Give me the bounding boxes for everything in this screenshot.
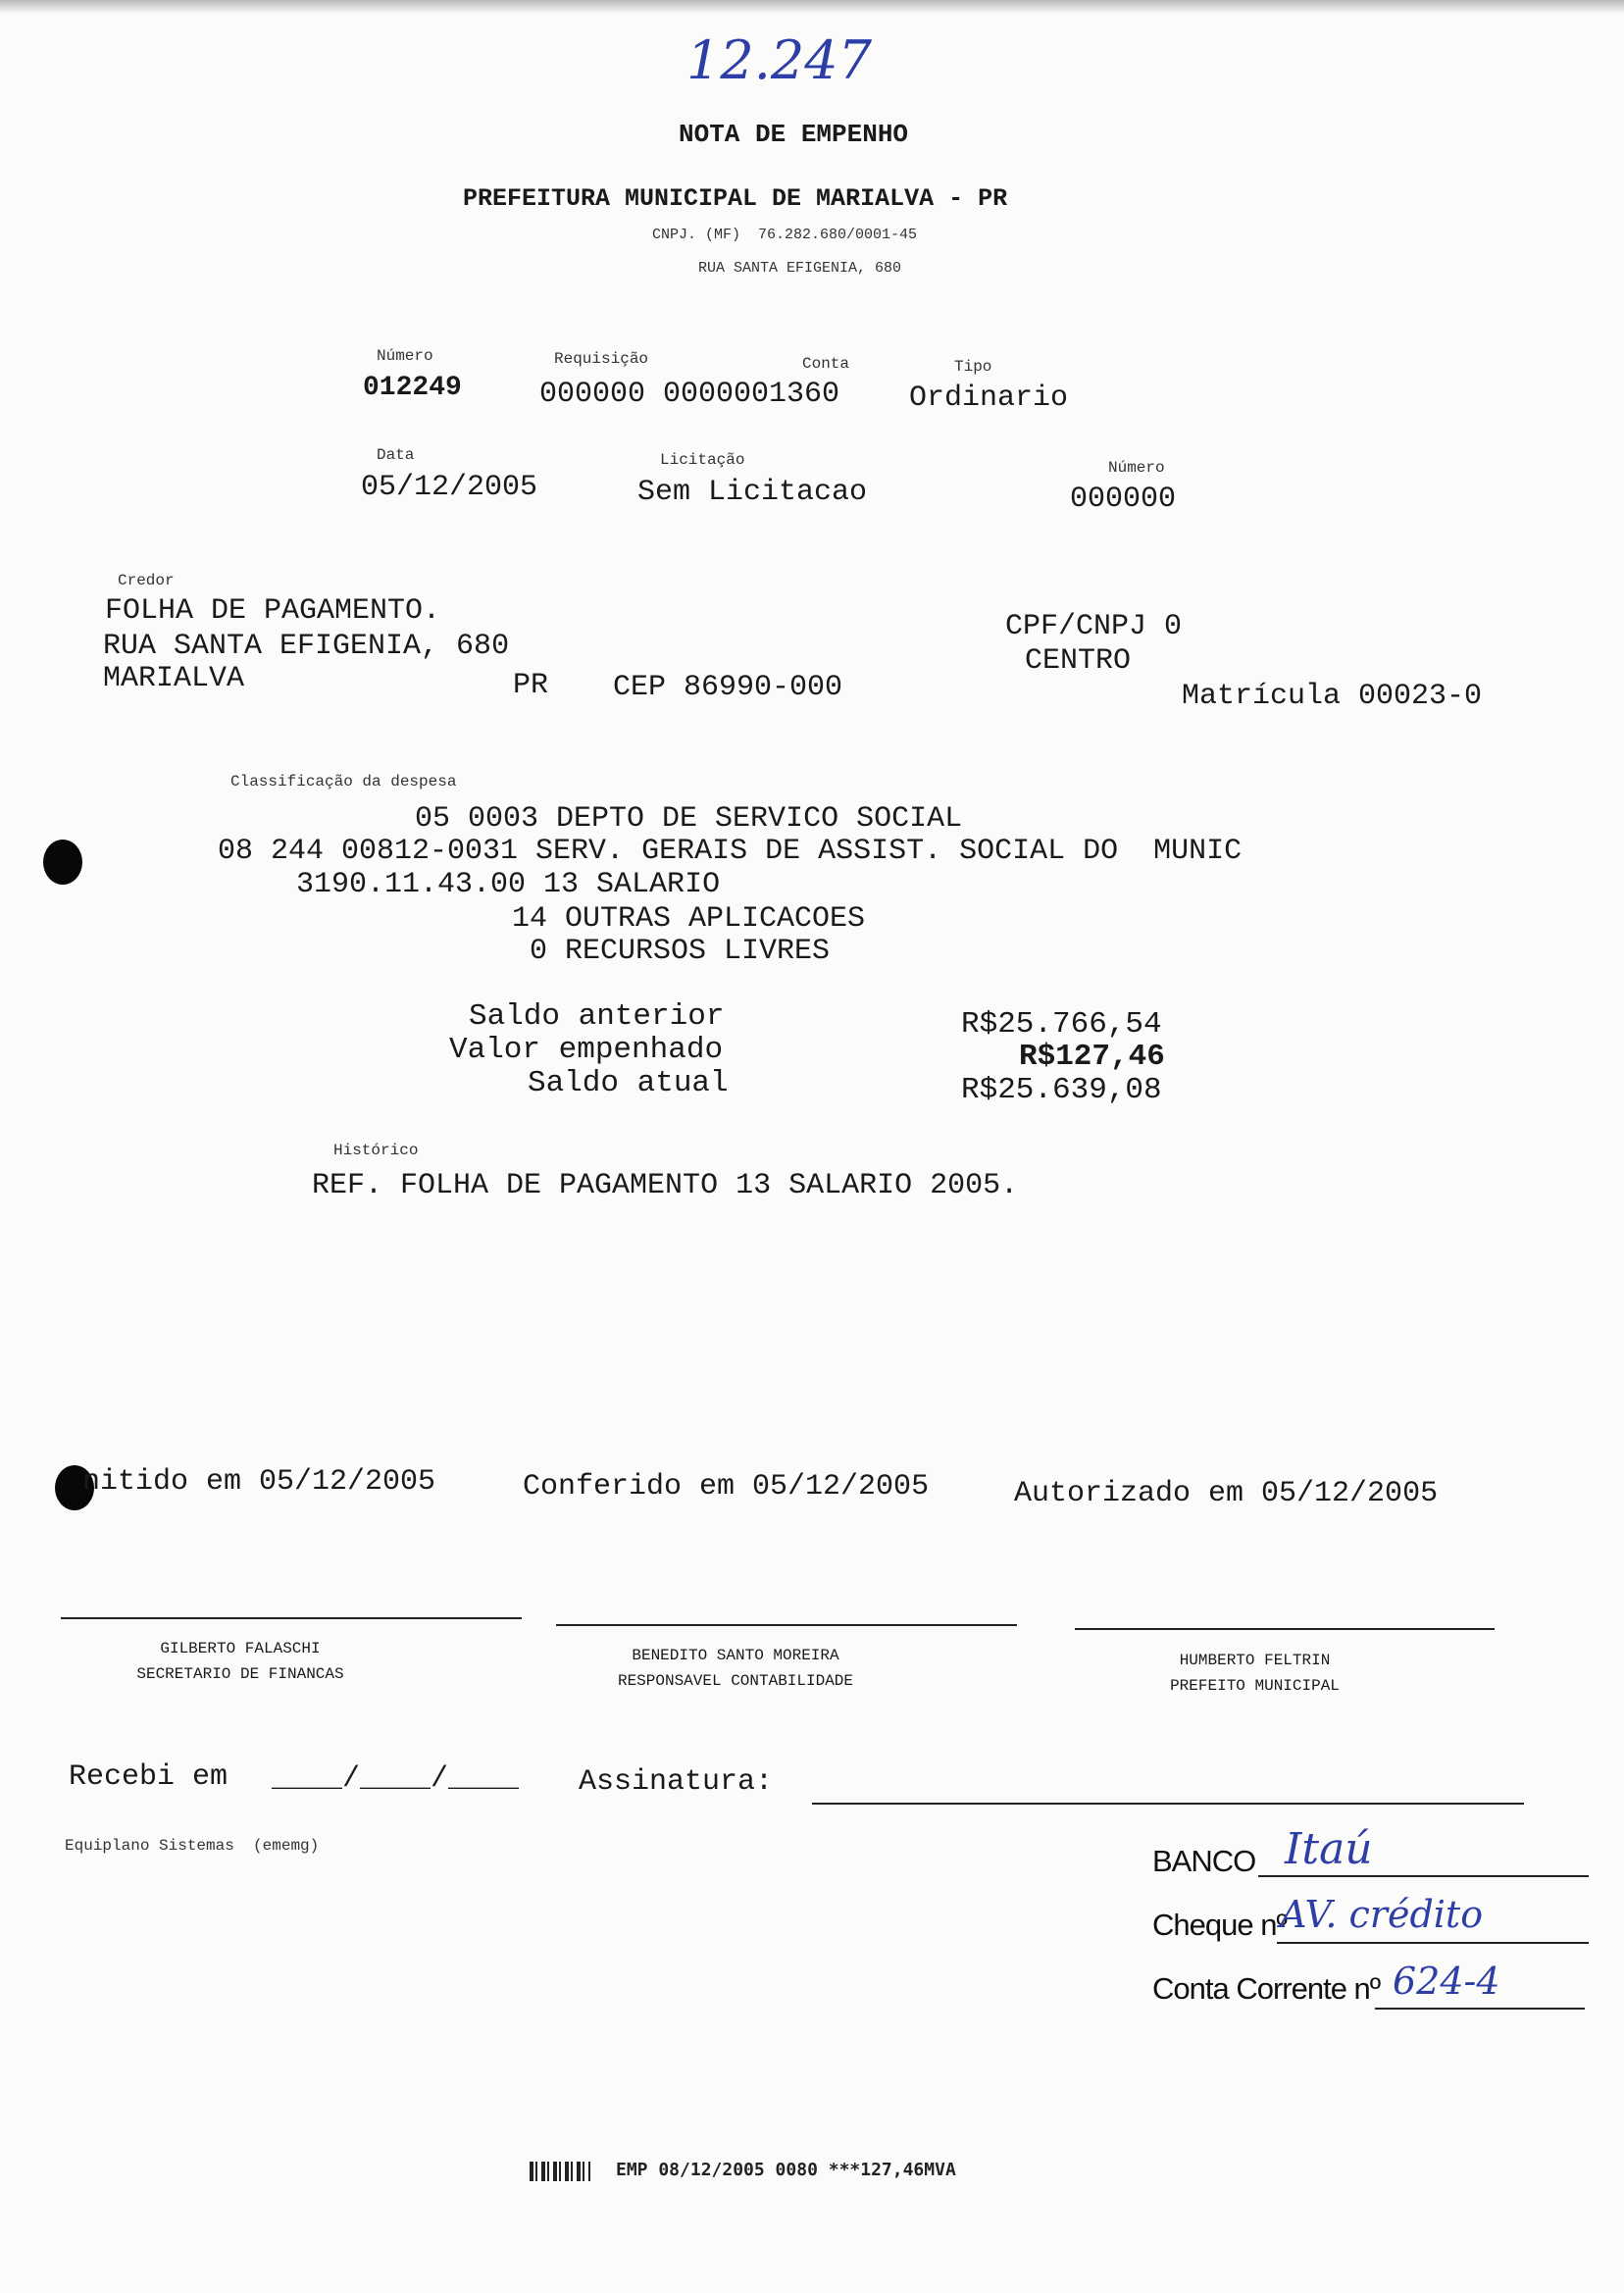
numero2-label: Número <box>1108 459 1165 477</box>
numero-value: 012249 <box>363 373 462 403</box>
banco-line <box>1258 1875 1589 1877</box>
credor-matricula: Matrícula 00023-0 <box>1182 680 1483 713</box>
org-address: RUA SANTA EFIGENIA, 680 <box>698 260 902 277</box>
credor-bairro: CENTRO <box>1025 644 1132 678</box>
credor-label: Credor <box>118 572 175 589</box>
banco-label: BANCO <box>1152 1844 1256 1878</box>
licitacao-value: Sem Licitacao <box>637 476 868 509</box>
credor-cpf: CPF/CNPJ 0 <box>1005 610 1183 643</box>
assinatura-label: Assinatura: <box>579 1765 774 1799</box>
saldo-anterior-value: R$25.766,54 <box>961 1007 1162 1042</box>
tipo-value: Ordinario <box>909 382 1069 415</box>
software-credit: Equiplano Sistemas (ememg) <box>65 1837 320 1855</box>
document-title: NOTA DE EMPENHO <box>679 120 909 149</box>
assinatura-line <box>812 1803 1524 1805</box>
data-label: Data <box>377 446 415 464</box>
signer-role: PREFEITO MUNICIPAL <box>1170 1677 1340 1695</box>
conta-corrente-label: Conta Corrente nº <box>1152 1971 1381 2006</box>
signer-name: GILBERTO FALASCHI <box>160 1640 321 1657</box>
signer-name: HUMBERTO FELTRIN <box>1179 1652 1331 1669</box>
numero2-value: 000000 <box>1070 483 1177 516</box>
conta-corrente-value: 624-4 <box>1393 1960 1500 2003</box>
signature-line <box>556 1624 1017 1626</box>
signer-role: SECRETARIO DE FINANCAS <box>136 1665 344 1683</box>
conferido-date: Conferido em 05/12/2005 <box>523 1470 930 1503</box>
credor-city: MARIALVA <box>103 662 245 695</box>
cheque-line <box>1277 1942 1589 1944</box>
signature-line <box>61 1617 522 1619</box>
emitido-date: nitido em 05/12/2005 <box>82 1465 436 1499</box>
credor-name: FOLHA DE PAGAMENTO. <box>105 594 441 628</box>
requisicao-label: Requisição <box>554 350 649 368</box>
scan-edge <box>0 0 1624 14</box>
signature-block <box>559 1643 912 1694</box>
classificacao-line: 3190.11.43.00 13 SALARIO <box>296 868 721 901</box>
valor-empenhado-value: R$127,46 <box>1019 1040 1165 1074</box>
data-value: 05/12/2005 <box>361 471 538 504</box>
barcode-icon <box>530 2162 590 2181</box>
requisicao-conta-value: 000000 0000001360 <box>539 378 840 411</box>
footer-stamp: EMP 08/12/2005 0080 ***127,46MVA <box>616 2160 956 2180</box>
recebi-label: Recebi em <box>69 1760 228 1794</box>
conta-label: Conta <box>802 355 850 373</box>
cheque-label: Cheque nº <box>1152 1908 1287 1942</box>
saldo-atual-label: Saldo atual <box>528 1066 729 1100</box>
autorizado-date: Autorizado em 05/12/2005 <box>1014 1477 1439 1510</box>
classificacao-line: 08 244 00812-0031 SERV. GERAIS DE ASSIST. SOCIAL DO MUNIC <box>218 835 1243 868</box>
tipo-label: Tipo <box>954 358 992 376</box>
org-name: PREFEITURA MUNICIPAL DE MARIALVA - PR <box>463 184 1008 213</box>
valor-empenhado-label: Valor empenhado <box>449 1033 724 1067</box>
credor-street: RUA SANTA EFIGENIA, 680 <box>103 630 510 663</box>
signer-name: BENEDITO SANTO MOREIRA <box>632 1647 839 1664</box>
handwritten-number: 12.247 <box>686 29 872 91</box>
classificacao-label: Classificação da despesa <box>230 773 457 790</box>
cheque-value: AV. crédito <box>1280 1893 1484 1936</box>
signature-block <box>59 1636 422 1687</box>
banco-value: Itaú <box>1285 1824 1373 1874</box>
credor-cep: CEP 86990-000 <box>613 671 843 704</box>
classificacao-line: 05 0003 DEPTO DE SERVICO SOCIAL <box>415 802 963 836</box>
signer-role: RESPONSAVEL CONTABILIDADE <box>617 1672 854 1690</box>
hole-punch <box>43 840 82 885</box>
classificacao-line: 0 RECURSOS LIVRES <box>530 935 831 968</box>
saldo-atual-value: R$25.639,08 <box>961 1073 1162 1107</box>
credor-state: PR <box>513 669 549 702</box>
signature-line <box>1075 1628 1495 1630</box>
recebi-date-blanks: ____/____/____ <box>272 1762 520 1796</box>
licitacao-label: Licitação <box>660 451 745 469</box>
numero-label: Número <box>377 347 433 365</box>
conta-corrente-line <box>1375 2008 1585 2010</box>
org-cnpj: CNPJ. (MF) 76.282.680/0001-45 <box>652 227 918 243</box>
historico-label: Histórico <box>333 1142 419 1159</box>
classificacao-line: 14 OUTRAS APLICACOES <box>512 902 866 936</box>
signature-block <box>1081 1648 1429 1699</box>
historico-text: REF. FOLHA DE PAGAMENTO 13 SALARIO 2005. <box>312 1169 1019 1202</box>
saldo-anterior-label: Saldo anterior <box>469 999 725 1034</box>
